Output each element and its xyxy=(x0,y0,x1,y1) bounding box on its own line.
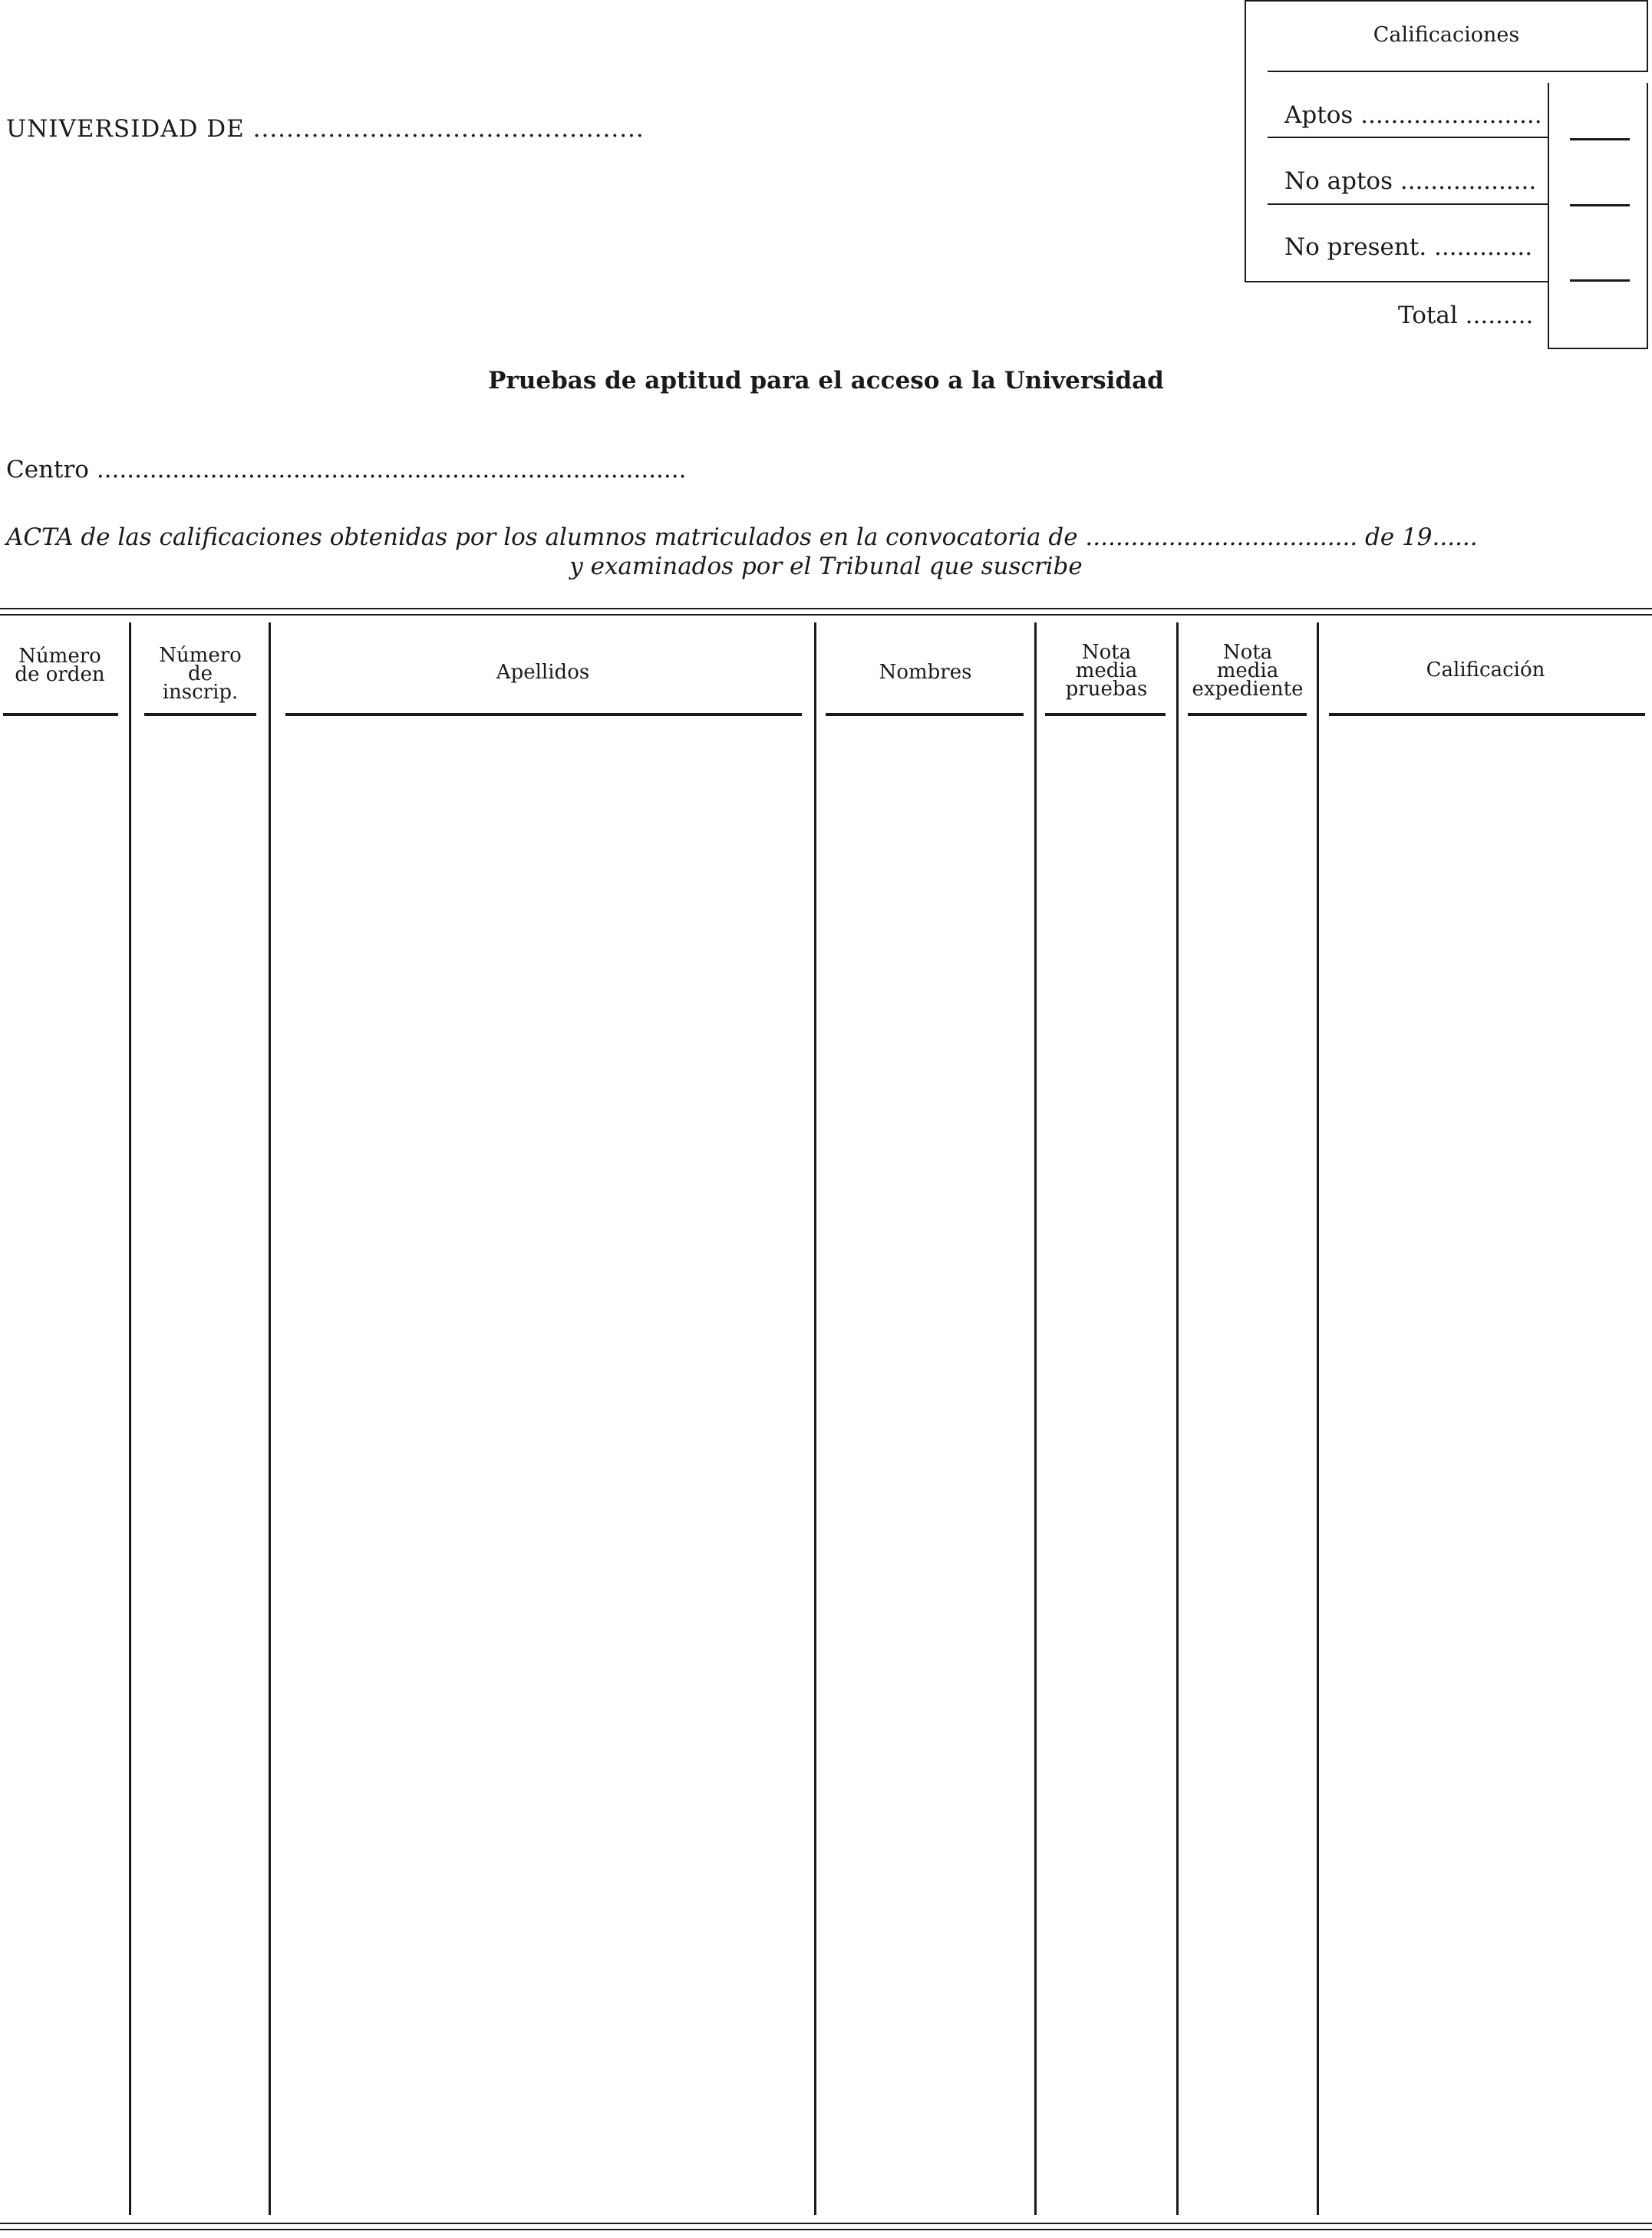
acta-line-2: y examinados por el Tribunal que suscribe xyxy=(569,553,1083,580)
column-header-numero-inscrip xyxy=(132,644,269,704)
column-header-nombres xyxy=(816,663,1034,682)
aptos-label: Aptos ........................ xyxy=(1284,101,1542,129)
calificaciones-values-right-border xyxy=(1647,83,1648,349)
header-underline xyxy=(144,713,256,716)
calificaciones-values-divider xyxy=(1548,83,1549,349)
total-label: Total ......... xyxy=(1398,302,1534,329)
header-line: expediente xyxy=(1192,678,1304,701)
header-underline xyxy=(3,713,118,716)
column-divider xyxy=(1034,622,1037,2215)
header-line: inscrip. xyxy=(162,681,239,704)
aptos-value-line xyxy=(1570,138,1630,140)
header-underline xyxy=(285,713,802,716)
header-line: Apellidos xyxy=(496,661,590,684)
table-top-rule xyxy=(0,608,1652,609)
no-present-value-line xyxy=(1570,279,1630,282)
table-top-rule-2 xyxy=(0,614,1652,616)
no-present-label: No present. ............. xyxy=(1284,233,1533,261)
header-line: Nota xyxy=(1081,641,1132,664)
calificaciones-box-right-border xyxy=(1647,0,1648,71)
table-bottom-rule xyxy=(0,2223,1652,2224)
calificaciones-title-rule xyxy=(1268,71,1648,72)
table-bottom-rule-2 xyxy=(0,2229,1652,2230)
header-line: media xyxy=(1075,659,1138,682)
column-header-nota-expediente xyxy=(1179,641,1317,701)
total-value-line xyxy=(1548,348,1648,349)
header-line: Calificación xyxy=(1426,659,1545,682)
header-underline xyxy=(826,713,1024,716)
no-present-rule xyxy=(1245,281,1549,282)
column-divider xyxy=(814,622,816,2215)
header-line: Número xyxy=(159,644,242,667)
header-line: Número xyxy=(18,645,101,668)
header-line: Nombres xyxy=(879,661,972,684)
acta-line-1: ACTA de las calificaciones obtenidas por los alumnos matriculados en la convocatoria de .................................... de 19...... xyxy=(6,523,1478,551)
no-aptos-label: No aptos .................. xyxy=(1284,167,1537,195)
header-line: pruebas xyxy=(1065,678,1148,701)
centro-field: Centro .............................................................................. xyxy=(6,456,687,484)
header-line: media xyxy=(1216,659,1279,682)
header-line: Nota xyxy=(1222,641,1273,664)
universidad-field: UNIVERSIDAD DE ............................................... xyxy=(6,115,645,143)
header-underline xyxy=(1329,713,1645,716)
page-title: Pruebas de aptitud para el acceso a la Universidad xyxy=(488,367,1164,394)
column-divider xyxy=(269,622,271,2215)
column-divider xyxy=(1317,622,1319,2215)
column-divider xyxy=(129,622,131,2215)
header-line: de xyxy=(187,662,213,685)
column-header-nota-pruebas xyxy=(1037,641,1176,701)
column-header-numero-orden xyxy=(0,647,120,684)
no-aptos-rule xyxy=(1268,203,1549,205)
header-line: de orden xyxy=(15,663,105,686)
column-divider xyxy=(1176,622,1179,2215)
header-underline xyxy=(1045,713,1166,716)
column-header-calificacion xyxy=(1319,659,1652,682)
no-aptos-value-line xyxy=(1570,204,1630,206)
header-underline xyxy=(1188,713,1307,716)
aptos-rule xyxy=(1268,137,1549,138)
calificaciones-title: Calificaciones xyxy=(1373,23,1520,47)
column-header-apellidos xyxy=(272,663,814,682)
calificaciones-box-top-border xyxy=(1245,0,1648,2)
